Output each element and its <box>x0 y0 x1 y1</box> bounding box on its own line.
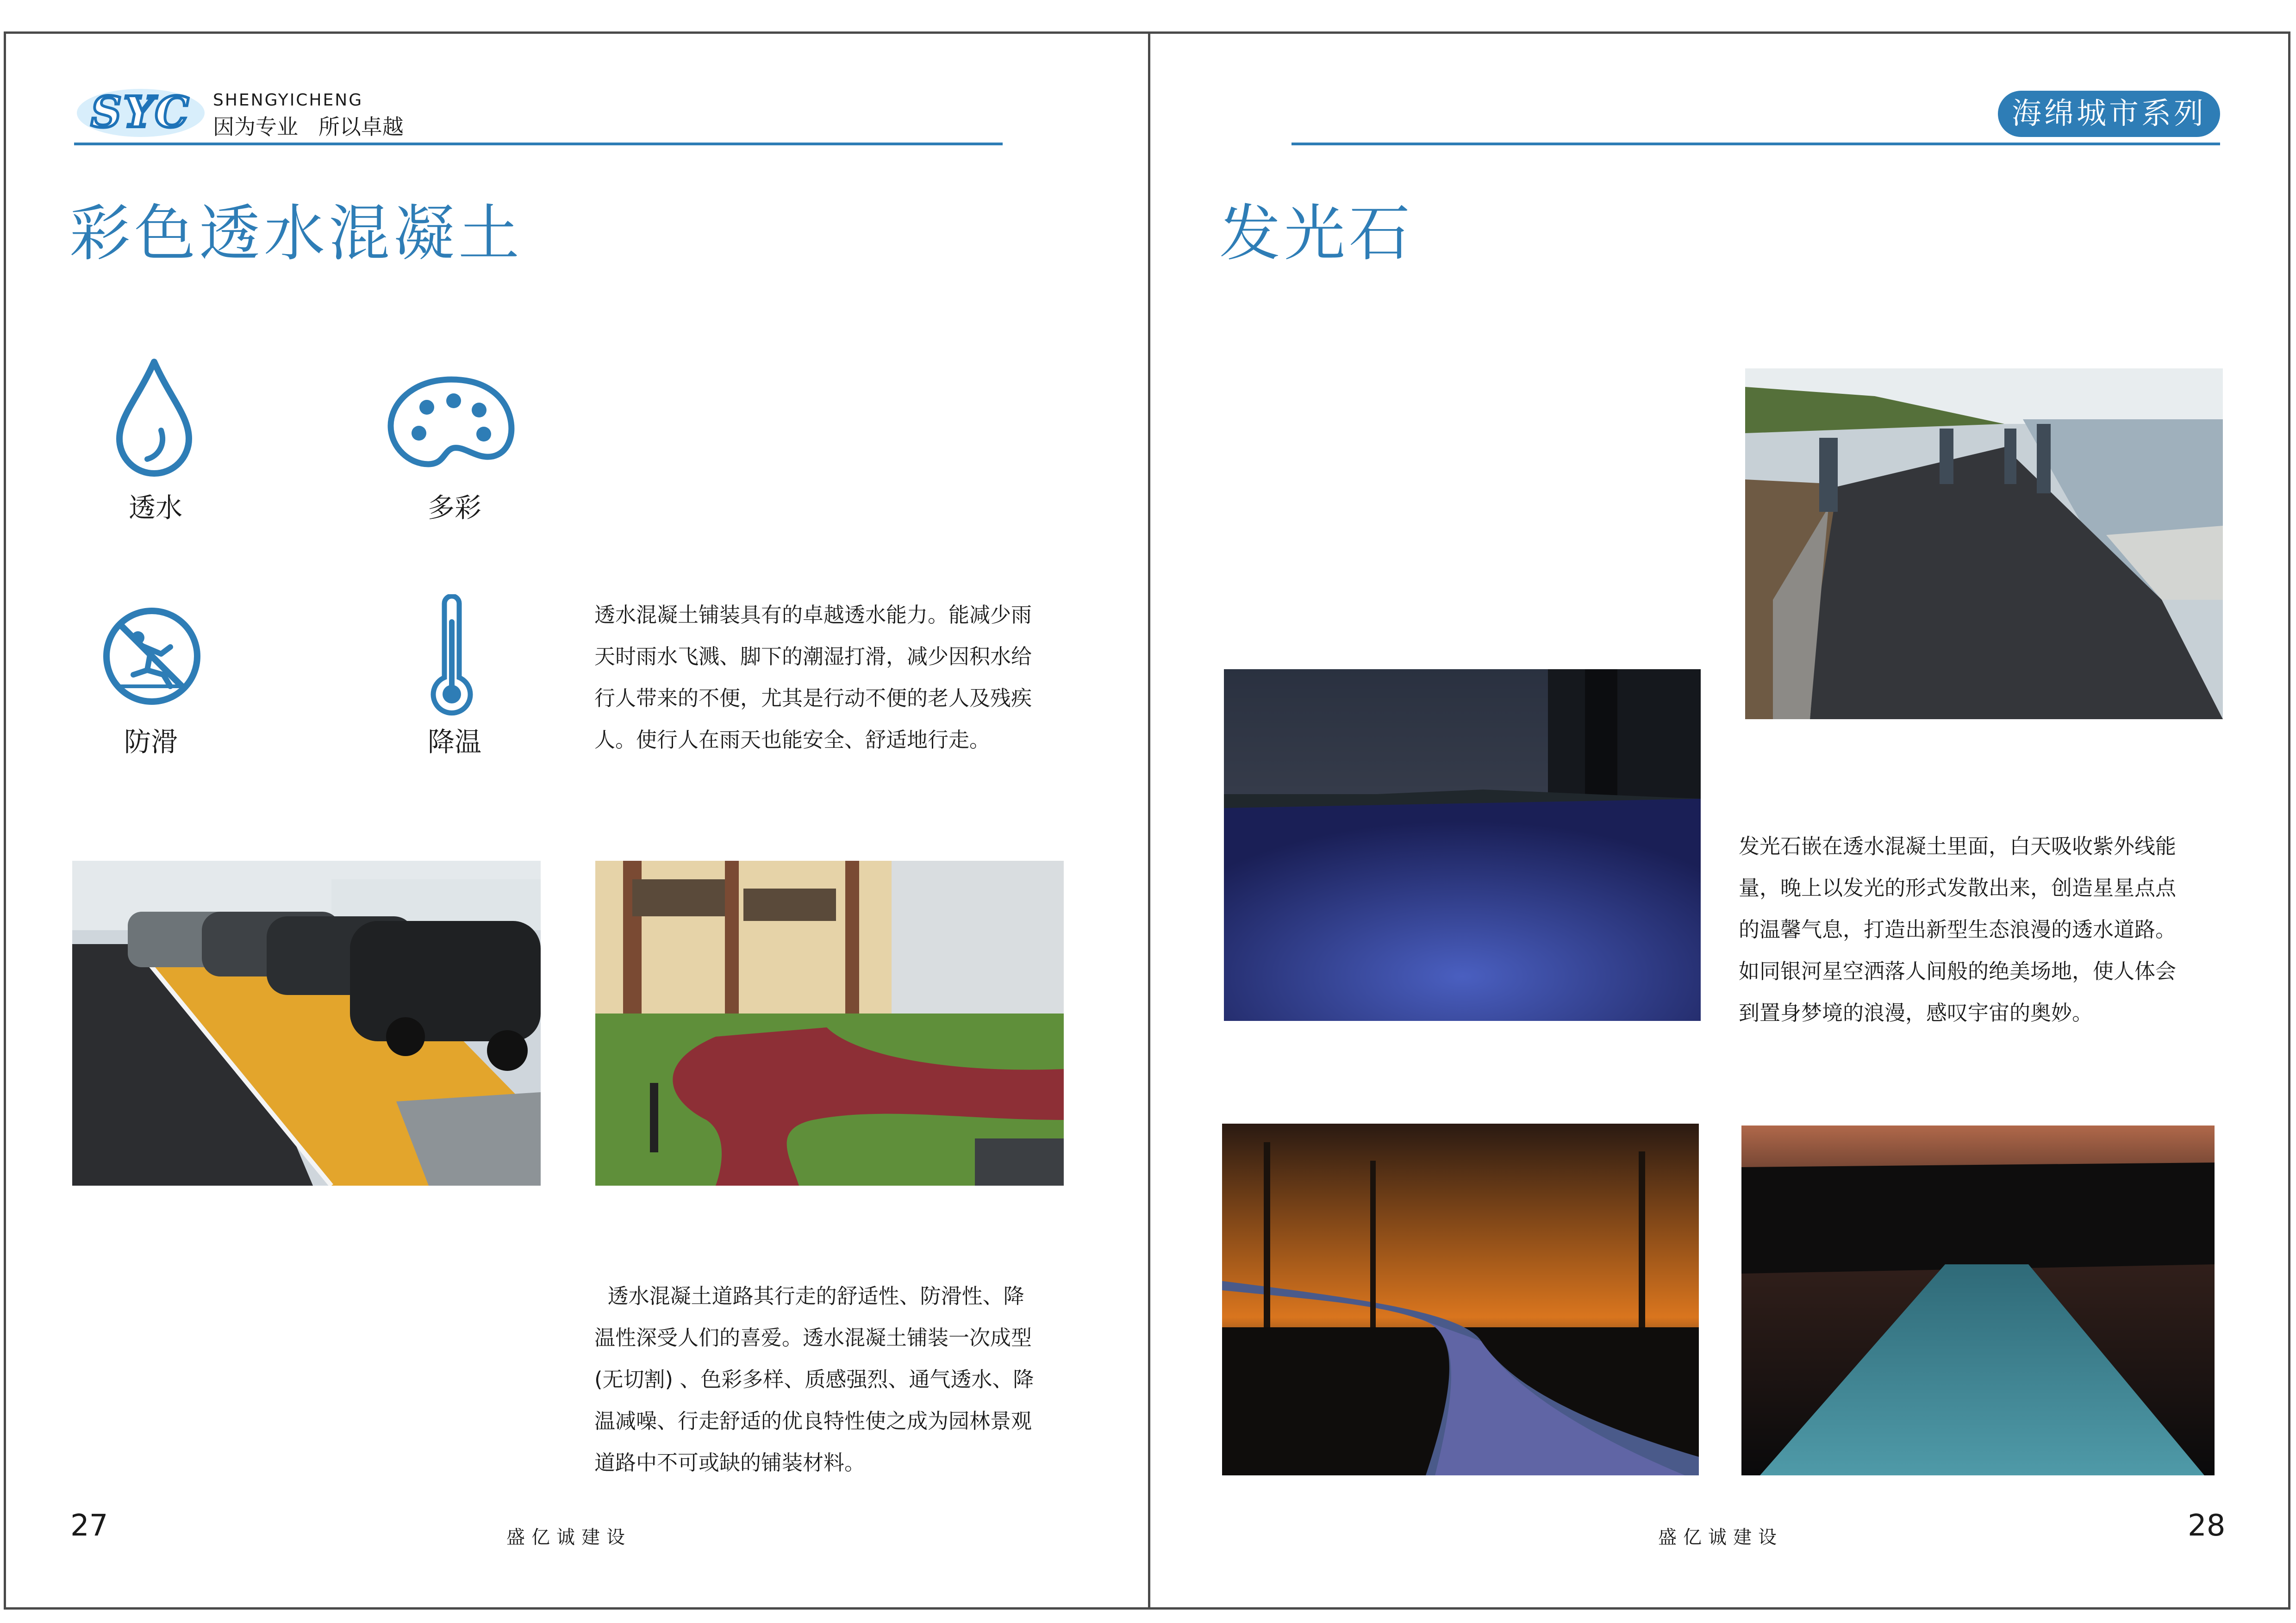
svg-text:SYC: SYC <box>91 87 191 137</box>
text-line: 发光石嵌在透水混凝土里面，白天吸收紫外线能 <box>1739 834 2177 858</box>
paving-workers-photo <box>1745 368 2223 719</box>
parking-lot-photo <box>72 861 541 1186</box>
text-line: 道路中不可或缺的铺装材料。 <box>594 1450 866 1475</box>
brand-slogan: 因为专业 所以卓越 <box>213 114 404 139</box>
no-slip-icon <box>101 605 203 707</box>
header-rule-left <box>74 143 1003 145</box>
text-line: 人。使行人在雨天也能安全、舒适地行走。 <box>594 728 991 752</box>
text-line: 的温馨气息，打造出新型生态浪漫的透水道路。 <box>1739 917 2177 942</box>
comfort-paragraph <box>594 1275 1085 1484</box>
text-line: (无切割) 、色彩多样、质感强烈、通气透水、降 <box>594 1367 1034 1392</box>
feature-label-cooling: 降温 <box>428 726 482 758</box>
text-line: 透水混凝土铺装具有的卓越透水能力。能减少雨 <box>594 603 1032 627</box>
feature-label-anti-slip: 防滑 <box>124 726 178 758</box>
page-spine <box>1148 31 1150 1610</box>
feature-label-permeable: 透水 <box>129 492 183 523</box>
palette-icon <box>384 374 518 471</box>
syc-logo <box>75 84 207 140</box>
footer-company-right: 盛亿诚建设 <box>1658 1527 1783 1548</box>
glowing-path-night-photo <box>1224 669 1701 1021</box>
text-line: 温性深受人们的喜爱。透水混凝土铺装一次成型 <box>594 1325 1032 1350</box>
page-number-right: 28 <box>2188 1509 2226 1543</box>
thermometer-icon <box>429 594 475 717</box>
text-line: 行人带来的不便，尤其是行动不便的老人及残疾 <box>594 686 1032 710</box>
page-number-left: 27 <box>70 1509 108 1543</box>
text-line: 透水混凝土道路其行走的舒适性、防滑性、降 <box>594 1284 1024 1308</box>
permeability-paragraph <box>594 594 1076 761</box>
glowing-straight-path-photo <box>1741 1126 2215 1475</box>
luminous-stone-paragraph <box>1739 826 2229 1034</box>
glowing-curved-path-photo <box>1222 1124 1699 1475</box>
footer-company-left: 盛亿诚建设 <box>506 1527 631 1548</box>
text-line: 如同银河星空洒落人间般的绝美场地，使人体会 <box>1739 959 2177 983</box>
text-line: 温减噪、行走舒适的优良特性使之成为园林景观 <box>594 1409 1032 1433</box>
header-rule-right <box>1292 143 2220 145</box>
water-drop-icon <box>110 356 198 477</box>
series-badge: 海绵城市系列 <box>1998 91 2220 137</box>
red-path-garden-photo <box>595 861 1064 1186</box>
text-line: 天时雨水飞溅、脚下的潮湿打滑，减少因积水给 <box>594 644 1032 669</box>
brand-name: SHENGYICHENG <box>213 91 363 110</box>
text-line: 到置身梦境的浪漫，感叹宇宙的奥妙。 <box>1739 1001 2093 1025</box>
page-title-right: 发光石 <box>1219 198 1414 269</box>
page-title-left: 彩色透水混凝土 <box>69 198 523 269</box>
text-line: 量，晚上以发光的形式发散出来，创造星星点点 <box>1739 876 2177 900</box>
feature-label-colorful: 多彩 <box>428 492 482 523</box>
